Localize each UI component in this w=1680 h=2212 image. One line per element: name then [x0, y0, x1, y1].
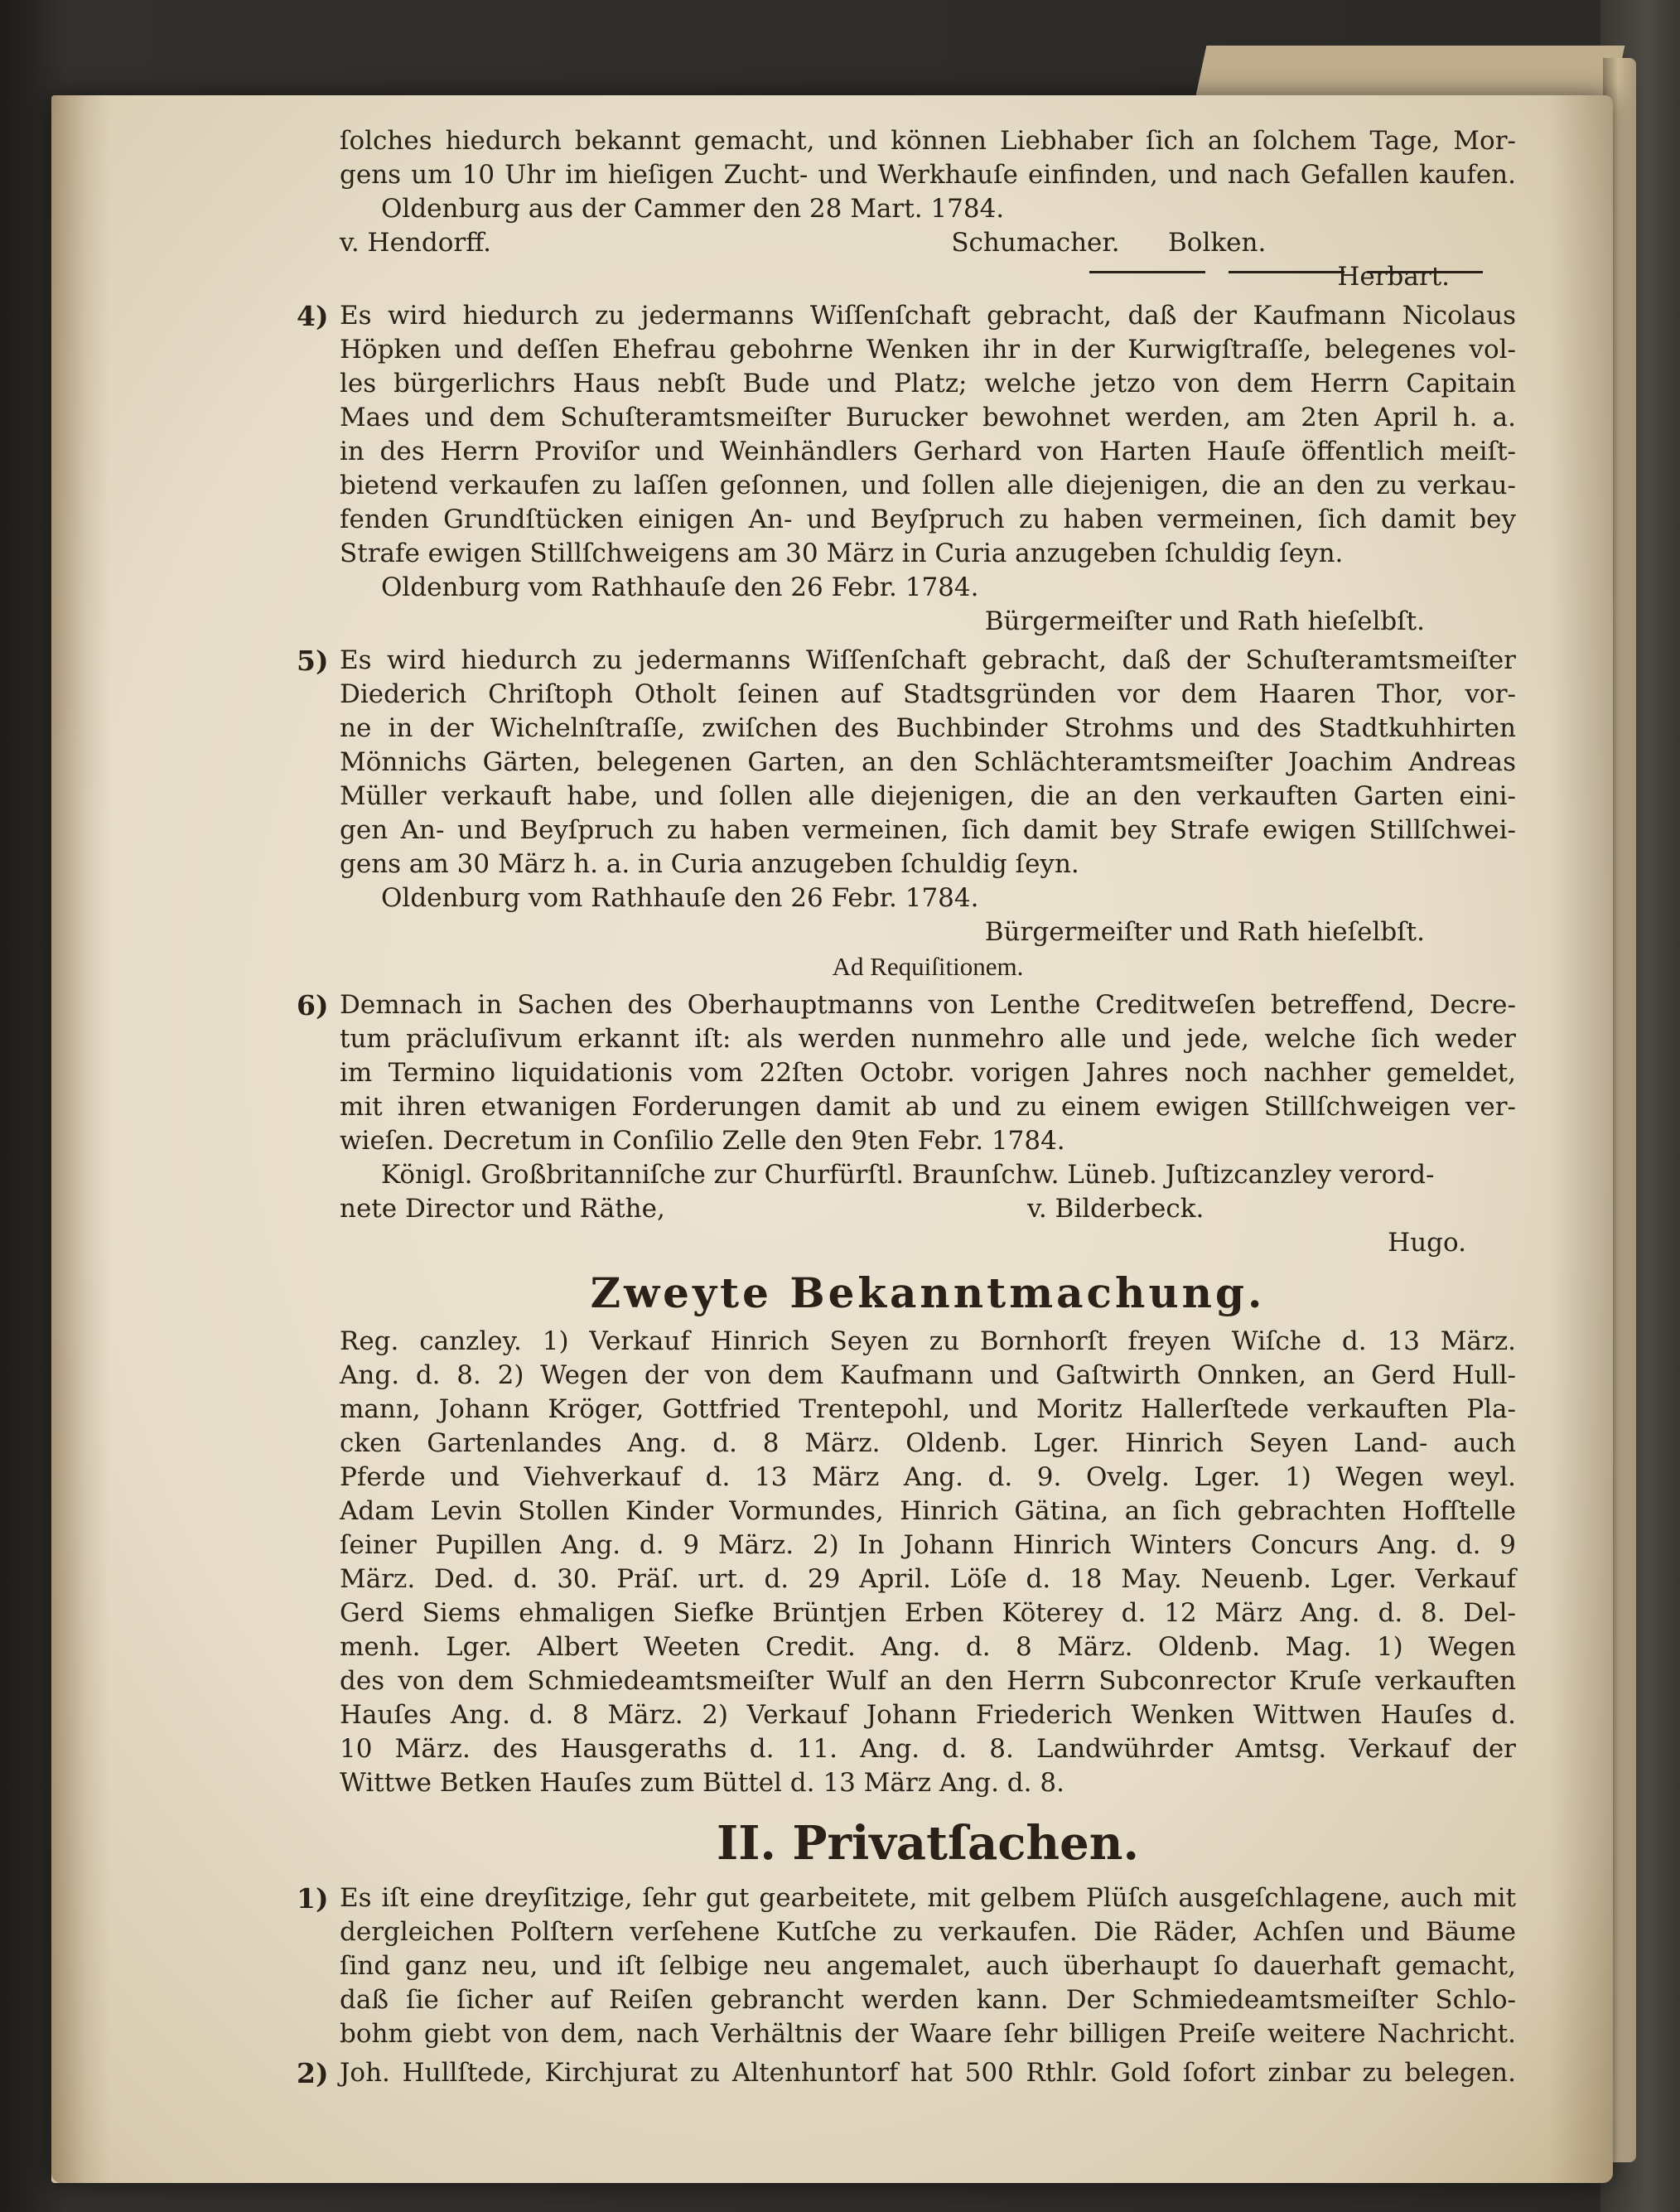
signature: Hugo.	[1388, 1228, 1466, 1258]
text-line: bohm giebt von dem, nach Verhältnis der Waare ſehr billigen Preiſe weitere Nachricht.	[340, 2019, 1516, 2049]
page-spine-shadow	[51, 95, 109, 2183]
text-line: les bürgerlichrs Haus nebſt Bude und Platz; welche jetzo von dem Herrn Capitain	[340, 369, 1516, 398]
ad-requisitionem: Ad Requiſitionem.	[832, 952, 1024, 981]
text-line: Mönnichs Gärten, belegenen Garten, an den Schlächteramtsmeiſter Joachim Andreas	[340, 747, 1516, 777]
item-number: 2)	[297, 2057, 329, 2089]
text-line: cken Gartenlandes Ang. d. 8 März. Oldenb. Lger. Hinrich Seyen Land- auch	[340, 1428, 1516, 1458]
signature-row	[340, 226, 1516, 260]
text-line: gen An- und Beyſpruch zu haben vermeinen, ſich damit bey Strafe ewigen Stillſchwei-	[340, 815, 1516, 845]
text-line: dergleichen Polſtern verſehene Kutſche zu verkaufen. Die Räder, Achſen und Bäume	[340, 1917, 1516, 1947]
text-line: Müller verkauft habe, und ſollen alle diejenigen, die an den verkauften Garten eini-	[340, 781, 1516, 811]
signature: nete Director und Räthe,	[340, 1194, 665, 1224]
signature: v. Bilderbeck.	[1027, 1194, 1204, 1224]
text-line: 10 März. des Hausgeraths d. 11. Ang. d. 8. Landwührder Amtsg. Verkauf der	[340, 1734, 1516, 1764]
text-line: im Termino liquidationis vom 22ſten Octobr. vorigen Jahres noch nachher gemeldet,	[340, 1058, 1516, 1088]
text-line: gens am 30 März h. a. in Curia anzugeben ſchuldig ſeyn.	[340, 849, 1079, 879]
text-line: menh. Lger. Albert Weeten Credit. Ang. d. 8 März. Oldenb. Mag. 1) Wegen	[340, 1632, 1516, 1662]
notice-5	[297, 644, 1516, 949]
text-line: Es iſt eine dreyſitzige, ſehr gut gearbeitete, mit gelbem Plüſch ausgeſchlagene, auch mit	[340, 1883, 1516, 1913]
zweyte-bekanntmachung-body	[340, 1325, 1516, 1800]
text-line: ſeiner Pupillen Ang. d. 9 März. 2) In Johann Hinrich Winters Concurs Ang. d. 9	[340, 1530, 1516, 1560]
signature: Bolken.	[1168, 228, 1267, 258]
page-gutter-shadow	[1549, 95, 1613, 2183]
privat-item-1	[297, 1881, 1516, 2051]
text-line: Adam Levin Stollen Kinder Vormundes, Hinrich Gätina, an ſich gebrachten Hofſtelle	[340, 1496, 1516, 1526]
text-line: Hauſes Ang. d. 8 März. 2) Verkauf Johann Friederich Wenken Wittwen Hauſes d.	[340, 1700, 1516, 1730]
notice-4	[297, 299, 1516, 639]
text-line: Pferde und Viehverkauf d. 13 März Ang. d. 9. Ovelg. Lger. 1) Wegen weyl.	[340, 1462, 1516, 1492]
text-line: Strafe ewigen Stillſchweigens am 30 März in Curia anzugeben ſchuldig ſeyn.	[340, 539, 1344, 568]
text-line: Oldenburg aus der Cammer den 28 Mart. 1784.	[381, 194, 1005, 224]
item-number: 1)	[297, 1882, 329, 1915]
section-heading-zweyte: Zweyte Bekanntmachung.	[590, 1268, 1266, 1317]
notice-6	[297, 988, 1516, 1260]
text-line: mann, Johann Kröger, Gottfried Trentepohl, und Moritz Hallerſtede verkauften Pla-	[340, 1394, 1516, 1424]
text-line: des von dem Schmiedeamtsmeiſter Wulf an den Herrn Subconrector Kruſe verkauften	[340, 1666, 1516, 1696]
underlying-page-corner	[1196, 46, 1625, 95]
text-line: ſolches hiedurch bekannt gemacht, und können Liebhaber ſich an ſolchem Tage, Mor-	[340, 126, 1516, 156]
signature: Bürgermeiſter und Rath hieſelbſt.	[984, 606, 1425, 636]
text-line: ſind ganz neu, und iſt ſelbige neu angemalet, auch überhaupt ſo dauerhaft gemacht,	[340, 1951, 1516, 1981]
place-date: Oldenburg vom Rathhauſe den 26 Febr. 1784.	[381, 572, 979, 602]
text-line: Es wird hiedurch zu jedermanns Wiſſenſchaft gebracht, daß der Schuſteramtsmeiſter	[340, 645, 1516, 675]
text-line: Ang. d. 8. 2) Wegen der von dem Kaufmann und Gaſtwirth Onnken, an Gerd Hull-	[340, 1360, 1516, 1390]
text-line: gens um 10 Uhr im hieſigen Zucht- und Werkhauſe einfinden, und nach Gefallen kaufen.	[340, 160, 1516, 190]
signature: Herbart.	[1337, 262, 1450, 292]
signature-block: Königl. Großbritanniſche zur Churfürſtl. Braunſchw. Lüneb. Juſtizcanzley verord-	[381, 1160, 1435, 1190]
place-date: Oldenburg vom Rathhauſe den 26 Febr. 1784.	[381, 883, 979, 913]
notice-number: 4)	[297, 300, 329, 332]
signature: Schumacher.	[951, 228, 1120, 258]
text-line: Joh. Hullſtede, Kirchjurat zu Altenhuntorf hat 500 Rthlr. Gold ſofort zinbar zu belegen.	[340, 2058, 1516, 2088]
signature: v. Hendorff.	[340, 228, 491, 258]
signature-row	[340, 1192, 1516, 1226]
text-line: Gerd Siems ehmaligen Siefke Brüntjen Erben Köterey d. 12 März Ang. d. 8. Del-	[340, 1598, 1516, 1628]
text-line: Demnach in Sachen des Oberhauptmanns von Lenthe Creditweſen betreffend, Decre-	[340, 990, 1516, 1020]
text-line: ne in der Wichelnſtraſſe, zwiſchen des Buchbinder Strohms und des Stadtkuhhirten	[340, 713, 1516, 743]
signature: Bürgermeiſter und Rath hieſelbſt.	[984, 917, 1425, 947]
text-line: Maes und dem Schuſteramtsmeiſter Burucker bewohnet werden, am 2ten April h. a.	[340, 403, 1516, 432]
text-line: mit ihren etwanigen Forderungen damit ab und zu einem ewigen Stillſchweigen ver-	[340, 1092, 1516, 1122]
notice-number: 6)	[297, 989, 329, 1021]
page-text	[297, 124, 1516, 2090]
text-line: bietend verkaufen zu laſſen geſonnen, und ſollen alle diejenigen, die an den zu verkau-	[340, 471, 1516, 500]
text-line: daß ſie ſicher auf Reiſen gebrancht werden kann. Der Schmiedeamtsmeiſter Schlo-	[340, 1985, 1516, 2015]
text-line: tum präcluſivum erkannt iſt: als werden nunmehro alle und jede, welche ſich weder	[340, 1024, 1516, 1054]
text-line: Wittwe Betken Hauſes zum Büttel d. 13 März Ang. d. 8.	[340, 1768, 1064, 1798]
section-heading-privatsachen: II. Privatſachen.	[717, 1816, 1139, 1871]
privat-item-2	[297, 2056, 1516, 2090]
text-line: Reg. canzley. 1) Verkauf Hinrich Seyen zu Bornhorſt freyen Wiſche d. 13 März.	[340, 1326, 1516, 1356]
text-line: fenden Grundſtücken einigen An- und Beyſpruch zu haben vermeinen, ſich damit bey	[340, 505, 1516, 534]
text-line: Höpken und deſſen Ehefrau gebohrne Wenken ihr in der Kurwigſtraſſe, belegenes vol-	[340, 335, 1516, 365]
text-line: Diederich Chriſtoph Otholt ſeinen auf Stadtsgründen vor dem Haaren Thor, vor-	[340, 679, 1516, 709]
text-line: wieſen. Decretum in Conſilio Zelle den 9ten Febr. 1784.	[340, 1126, 1065, 1156]
notice-number: 5)	[297, 645, 329, 677]
text-line: in des Herrn Proviſor und Weinhändlers Gerhard von Harten Hauſe öffentlich meiſt-	[340, 437, 1516, 466]
text-line: März. Ded. d. 30. Präſ. urt. d. 29 April. Löſe d. 18 May. Neuenb. Lger. Verkauf	[340, 1564, 1516, 1594]
text-line: Es wird hiedurch zu jedermanns Wiſſenſchaft gebracht, daß der Kaufmann Nicolaus	[340, 301, 1516, 331]
